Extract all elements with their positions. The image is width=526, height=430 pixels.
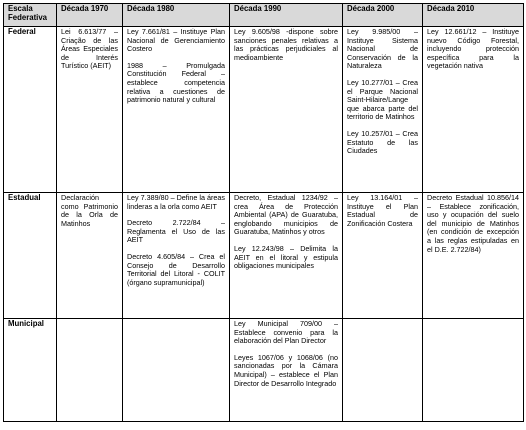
cell-text: Decreto, Estadual 1234/92 – crea Área de Protección Ambiental (APA) de Guaratuba, englobando municipios de Guaratuba, Matinhos y otros [234,193,338,237]
cell-text: Ley 10.257/01 – Crea Estatuto de las Ciudades [347,128,418,156]
cell-text: Ley 13.164/01 – Instituye el Plan Estadual de Zonificación Costera [347,193,418,228]
header-1990: Década 1990 [230,4,343,27]
header-2010: Década 2010 [423,4,524,27]
cell-estadual-1990 [230,193,343,319]
cell-estadual-2000 [343,193,423,319]
header-2000: Década 2000 [343,4,423,27]
cell-estadual-2010 [423,193,524,319]
cell-text: Decreto 2.722/84 – Reglamenta el Uso de las AEIT [127,218,225,245]
cell-text: Ley 9.605/98 -dispone sobre sanciones penales relativas a las prácticas perjudiciales al medioambiente [234,27,338,62]
cell-text: Decreto 4.605/84 – Crea el Consejo de Desarrollo Territorial del Litoral - COLIT (órgano supramunicipal) [127,251,225,287]
cell-text: Ley 12.243/98 – Delimita la AEIT en el litoral y estipula obligaciones municipales [234,243,338,271]
cell-municipal-1980 [123,319,230,422]
cell-text: Ley 10.277/01 – Crea el Parque Nacional Saint-Hilaire/Lange que abarca parte del territorio de Matinhos [347,77,418,122]
cell-municipal-2000 [343,319,423,422]
table-row-estadual [4,193,524,319]
cell-text: 1988 – Promulgada Constitución Federal – establece competencia relativa a cuestiones de patrimonio natural y cultural [127,60,225,105]
cell-federal-2010 [423,27,524,193]
cell-text: Ley 9.985/00 – Instituye Sistema Nacional de Conservación de la Naturaleza [347,27,418,71]
header-1970: Década 1970 [57,4,123,27]
table-row-federal [4,27,524,193]
header-1980: Década 1980 [123,4,230,27]
cell-municipal-1990 [230,319,343,422]
legislation-table [3,3,524,422]
cell-federal-1970 [57,27,123,193]
cell-federal-1990 [230,27,343,193]
cell-text: Ley 7.389/80 – Define la áreas linderas a la orla como AEIT [127,193,225,211]
cell-text: Declaración como Patrimonio de la Orla de Matinhos [61,193,118,228]
cell-text: Decreto Estadual 10.856/14 – Establece zonificación, uso y ocupación del suelo del municipio de Matinhos (en condición de excepción a las reglas estipuladas en el D.E. 2.722/84) [427,193,519,254]
cell-estadual-1980 [123,193,230,319]
scale-label: Federal [4,27,57,193]
table-row-municipal [4,319,524,422]
cell-text: Ley 12.661/12 – Instituye nuevo Código Forestal, incluyendo protección específica para la vegetación nativa [427,27,519,71]
cell-estadual-1970 [57,193,123,319]
cell-municipal-2010 [423,319,524,422]
cell-municipal-1970 [57,319,123,422]
cell-text: Leyes 1067/06 y 1068/06 (no sancionadas por la Cámara Municipal) – establece el Plan Director de Desarrollo Integrado [234,352,338,388]
scale-label: Municipal [4,319,57,422]
cell-text: Lei 6.613/77 – Criação de las Áreas Especiales de Interés Turístico (AEIT) [61,27,118,71]
scale-label: Estadual [4,193,57,319]
cell-text: Ley Municipal 709/00 – Establece convenio para la elaboración del Plan Director [234,319,338,346]
header-scale: Escala Federativa [4,4,57,27]
header-row [4,4,524,27]
cell-federal-1980 [123,27,230,193]
cell-text: Ley 7.661/81 – Instituye Plan Nacional de Gerenciamiento Costero [127,27,225,54]
cell-federal-2000 [343,27,423,193]
